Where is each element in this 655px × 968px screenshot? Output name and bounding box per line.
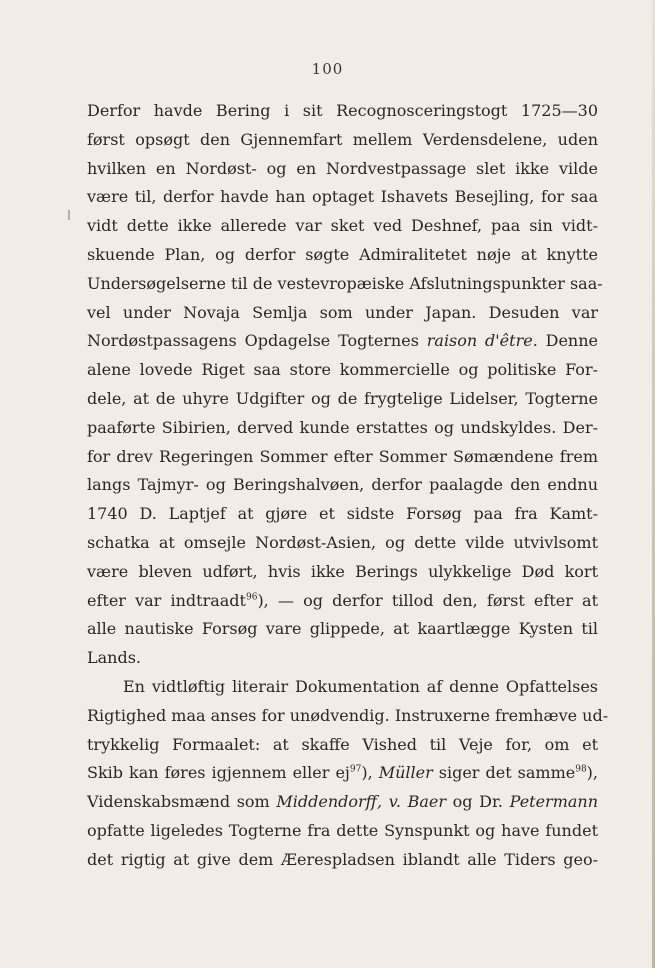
text-line xyxy=(87,385,598,414)
text-line xyxy=(87,587,598,616)
text-line xyxy=(87,183,598,212)
line-text: Videnskabsmænd som xyxy=(87,792,277,812)
text-line xyxy=(87,270,603,299)
line-text: langs Tajmyr- og Beringshalvøen, derfor paalagde den endnu xyxy=(87,475,598,495)
line-text: siger det samme xyxy=(432,763,576,783)
footnote-ref: 96 xyxy=(245,592,258,603)
text-line xyxy=(87,558,598,587)
line-text: det rigtig at give dem Æerespladsen iblandt alle Tiders geo- xyxy=(87,849,598,869)
line-text: være bleven udført, hvis ikke Berings ulykkelige Død kort xyxy=(87,561,598,581)
italic-text: Müller xyxy=(378,763,433,783)
line-text: Nordøstpassagens Opdagelse Togternes xyxy=(87,331,427,351)
line-text: paaførte Sibirien, derved kunde erstattes og undskyldes. Der- xyxy=(87,417,598,437)
text-line xyxy=(87,155,598,184)
line-text: først opsøgt den Gjennemfart mellem Verdensdelene, uden xyxy=(87,129,598,149)
italic-text: raison d'être. xyxy=(426,331,538,351)
line-text: opfatte ligeledes Togterne fra dette Synspunkt og have fundet xyxy=(87,820,598,840)
body-text xyxy=(87,97,609,875)
text-line xyxy=(87,529,598,558)
text-line xyxy=(87,644,598,673)
italic-text: Petermann xyxy=(509,792,599,812)
text-line xyxy=(87,759,598,788)
text-line xyxy=(87,702,609,731)
line-text: ), — og derfor tillod den, først efter at xyxy=(257,590,598,610)
line-text: alle nautiske Forsøg vare glippede, at kaartlægge Kysten til xyxy=(87,619,598,639)
footnote-ref: 97 xyxy=(349,765,362,775)
text-line xyxy=(87,731,598,760)
line-text: alene lovede Riget saa store kommercielle og politiske For- xyxy=(87,360,598,380)
text-line xyxy=(87,471,598,500)
line-text: ), xyxy=(586,763,598,783)
text-line xyxy=(87,299,598,328)
text-line xyxy=(87,817,598,846)
text-line xyxy=(87,126,598,155)
line-text: vel under Novaja Semlja som under Japan. Desuden var xyxy=(87,302,598,322)
line-text: Derfor havde Bering i sit Recognosceringstogt 1725—30 xyxy=(87,101,598,120)
italic-text: Middendorff, v. Baer xyxy=(276,792,447,812)
line-text: for drev Regeringen Sommer efter Sommer Sømændene frem xyxy=(87,446,598,466)
line-text: Skib kan føres igjennem eller ej xyxy=(87,763,350,783)
text-line xyxy=(87,673,598,702)
line-text: Denne xyxy=(537,331,598,351)
text-line xyxy=(87,500,598,529)
line-text: og Dr. xyxy=(446,792,510,812)
text-line xyxy=(87,356,598,385)
line-text: skuende Plan, og derfor søgte Admiralitetet nøje at knytte xyxy=(87,244,598,264)
text-line xyxy=(87,443,598,472)
page-number: 100 xyxy=(311,60,344,78)
line-text: 1740 D. Laptjef at gjøre et sidste Forsøg paa fra Kamt- xyxy=(87,504,598,524)
footnote-ref: 98 xyxy=(575,765,587,775)
text-line xyxy=(87,241,598,270)
text-line xyxy=(87,846,598,875)
text-line xyxy=(87,615,598,644)
text-line xyxy=(87,327,598,356)
line-text: være til, derfor havde han optaget Ishavets Besejling, for saa xyxy=(87,187,598,207)
text-line xyxy=(87,212,598,241)
line-text: dele, at de uhyre Udgifter og de frygtelige Lidelser, Togterne xyxy=(87,388,598,408)
text-line xyxy=(87,97,598,126)
line-text: vidt dette ikke allerede var sket ved Deshnef, paa sin vidt- xyxy=(87,216,598,236)
line-text: schatka at omsejle Nordøst-Asien, og dette vilde utvivlsomt xyxy=(87,532,598,552)
text-line xyxy=(87,414,598,443)
line-text: En vidtløftig literair Dokumentation af denne Opfattelses xyxy=(123,676,598,696)
line-text: hvilken en Nordøst- og en Nordvestpassage slet ikke vilde xyxy=(87,158,598,178)
print-speck xyxy=(68,210,70,220)
text-line xyxy=(87,788,598,817)
line-text: trykkelig Formaalet: at skaffe Vished til Veje for, om et xyxy=(87,734,598,754)
line-text: Undersøgelserne til de vestevropæiske Afslutningspunkter saa- xyxy=(87,273,603,293)
line-text: Rigtighed maa anses for unødvendig. Instruxerne fremhæve ud- xyxy=(87,705,609,725)
line-text: Lands. xyxy=(87,648,142,668)
line-text: ), xyxy=(361,763,379,783)
line-text: efter var indtraadt xyxy=(87,590,246,610)
